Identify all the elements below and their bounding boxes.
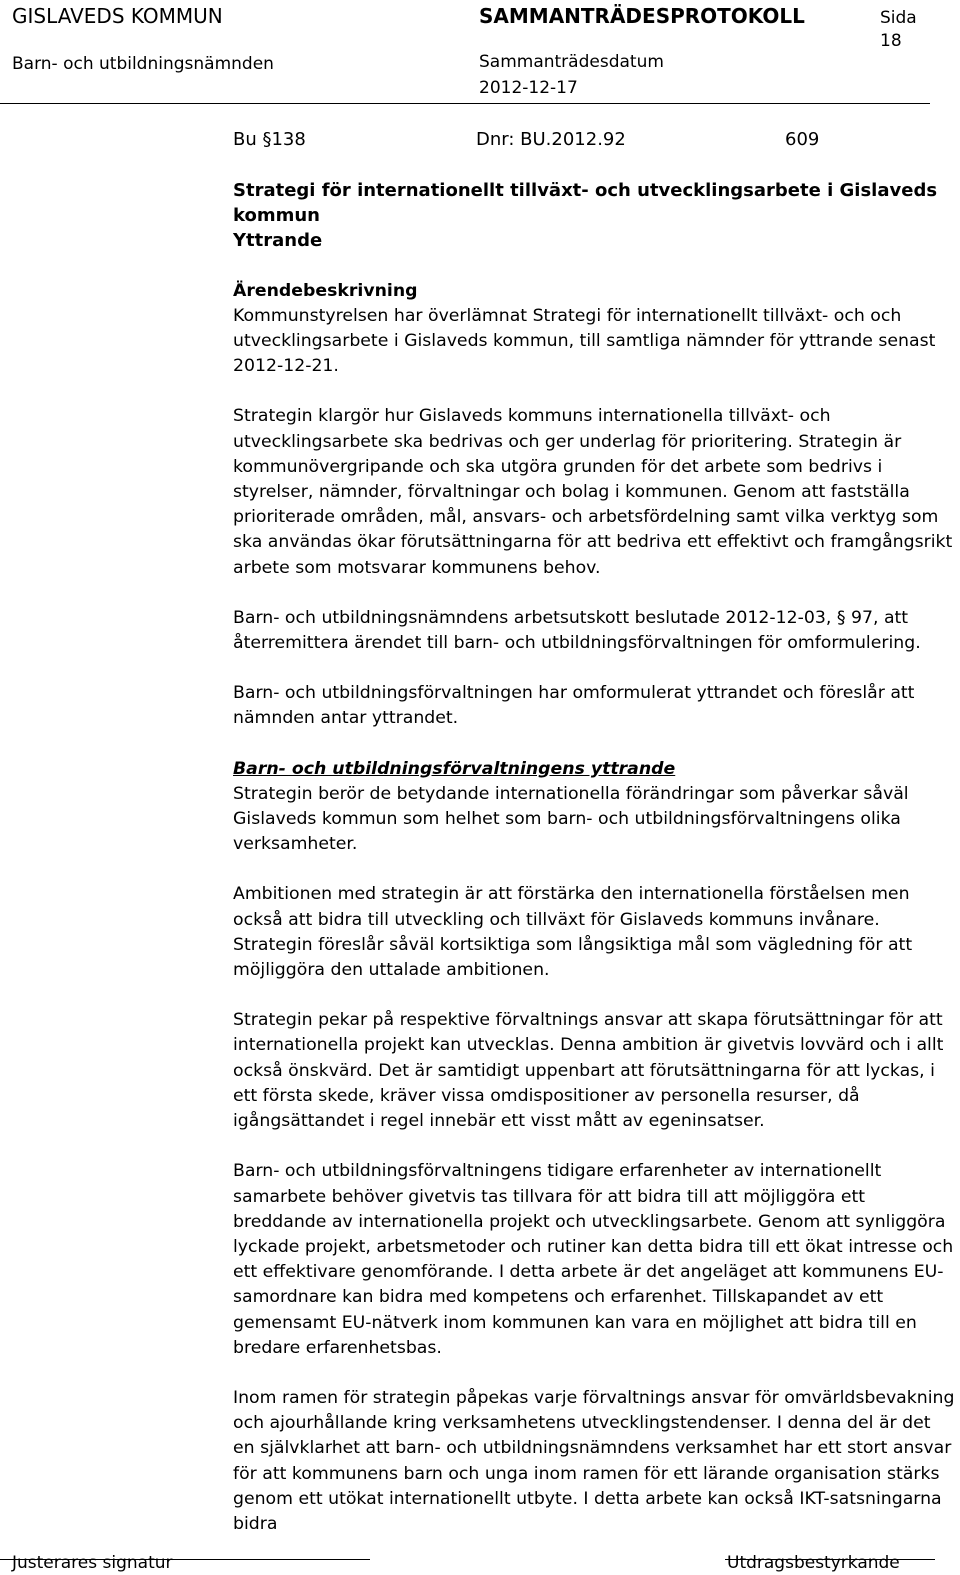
paragraph: Strategin klargör hur Gislaveds kommuns internationella tillväxt- och utvecklingsarbete ska bedrivas och ger underlag för prioritering. Strategin är kommunövergripande och ska utgöra grunden för det arbete som bedrivs i styrelser, nämnder, förvaltningar och bolag i kommunen. Genom att fastställa prioriterade områden, mål, ansvars- och arbetsfördelning samt vilka verktyg som ska användas ökar förutsättningarna för att bedriva ett effektivt och framgångsrikt arbete som motsvarar kommunens behov. <box>233 406 953 578</box>
header-divider <box>0 103 930 104</box>
case-line <box>233 127 955 152</box>
utdragsbestyrkande-label: Utdragsbestyrkande <box>727 1553 900 1573</box>
committee-name: Barn- och utbildningsnämnden <box>12 54 274 74</box>
title-line-1: Strategi för internationellt tillväxt- och utvecklingsarbete i Gislaveds <box>233 180 938 201</box>
page-label: Sida <box>880 8 917 28</box>
paragraph: Barn- och utbildningsnämndens arbetsutskott beslutade 2012-12-03, § 97, att återremittera ärendet till barn- och utbildningsförvaltningen för omformulering. <box>233 607 921 654</box>
paragraph: Ambitionen med strategin är att förstärka den internationella förståelsen men också att bidra till utveckling och tillväxt för Gislaveds kommuns invånare. Strategin föreslår såväl kortsiktiga som långsiktiga mål som vägledning för att möjliggöra den uttalade ambitionen. <box>233 884 913 981</box>
document-title <box>233 178 955 254</box>
paragraph: Barn- och utbildningsförvaltningens tidigare erfarenheter av internationellt samarbete behöver givetvis tas tillvara för att bidra till att möjliggöra ett breddande av internationella projekt och utvecklingsarbete. Genom att synliggöra lyckade projekt, arbetsmetoder och rutiner kan detta bidra till ett ökat intresse och ett effektivare genomförande. I detta arbete är det angeläget att kommunens EU-samordnare kan bidra med kompetens och erfarenhet. Tillskapandet av ett gemensamt EU-nätverk inom kommunen kan vara en möjlighet att bidra till en bredare erfarenhetsbas. <box>233 1161 954 1358</box>
municipality-name: GISLAVEDS KOMMUN <box>12 4 223 28</box>
paragraph: Kommunstyrelsen har överlämnat Strategi för internationellt tillväxt- och och utvecklingsarbete i Gislaveds kommun, till samtliga nämnder för yttrande senast 2012-12-21. <box>233 305 936 377</box>
case-code: 609 <box>785 129 820 150</box>
section-heading-arendebeskrivning: Ärendebeskrivning <box>233 280 418 301</box>
page-number: 18 <box>880 31 902 51</box>
date-label: Sammanträdesdatum <box>479 52 664 72</box>
paragraph: Strategin pekar på respektive förvaltnings ansvar att skapa förutsättningar för att internationella projekt kan utvecklas. Denna ambition är givetvis lovvärd och i allt också önskvärd. Det är samtidigt uppenbart att förutsättningarna för att lyckas, i ett första skede, kräver vissa omdispositioner av personella resurser, då igångsättandet i regel innebär ett visst mått av egeninsatser. <box>233 1010 944 1132</box>
paragraph: Inom ramen för strategin påpekas varje förvaltnings ansvar för omvärldsbevakning och ajourhållande kring verksamhetens utvecklingstendenser. I denna del är det en självklarhet att barn- och utbildningsnämndens verksamhet har ett stort ansvar för att kommunens barn och unga inom ramen för ett lärande organisation stärks genom ett utökat internationellt utbyte. I detta arbete kan också IKT-satsningarna bidra <box>233 1387 955 1534</box>
document-type: SAMMANTRÄDESPROTOKOLL <box>479 4 805 28</box>
title-line-3: Yttrande <box>233 230 323 252</box>
document-body <box>233 127 955 1537</box>
justerares-signatur-label: Justerares signatur <box>12 1553 173 1573</box>
paragraph: Strategin berör de betydande internationella förändringar som påverkar såväl Gislaveds kommun som helhet som barn- och utbildningsförvaltningens olika verksamheter. <box>233 783 909 855</box>
section-heading-yttrande: Barn- och utbildningsförvaltningens yttrande <box>233 758 676 779</box>
meeting-date: 2012-12-17 <box>479 78 578 98</box>
case-number: Bu §138 <box>233 129 306 150</box>
case-dnr: Dnr: BU.2012.92 <box>476 129 626 150</box>
title-line-2: kommun <box>233 205 320 227</box>
paragraph: Barn- och utbildningsförvaltningen har omformulerat yttrandet och föreslår att nämnden antar yttrandet. <box>233 683 915 729</box>
